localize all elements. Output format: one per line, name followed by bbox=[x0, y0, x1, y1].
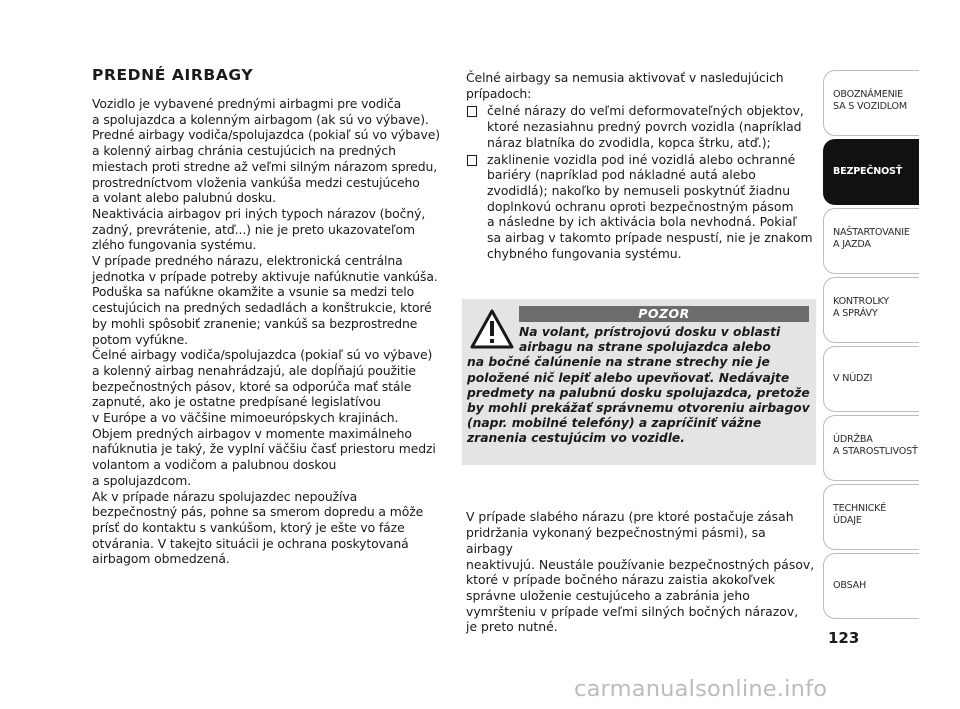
chapter-sidebar bbox=[823, 70, 919, 622]
list-item-text: zaklinenie vozidla pod iné vozidlá alebo ochranné bariéry (napríklad pod nákladné autá alebo zvodidlá); nakoľko by nemuseli poskytnúť žiadnu doplnkovú ochranu oproti bezpečnostným pásom a následne by ich aktivácia bola nevhodná. Pokiaľ sa airbag v takomto prípade nespustí, nie je znakom chybného fungovania systému. bbox=[487, 151, 813, 261]
warning-text-line: airbagu na strane spolujazdca alebo bbox=[519, 340, 771, 355]
warning-text-rest: na bočné čalúnenie na strane strechy nie je položené nič lepiť alebo upevňovať. Nedávajte predmety na palubnú dosku spolujazdca, pretože by mohli prekážať správnemu otvoreniu airbagov (napr. mobilné telefóny) a zapríčiniť vážne zranenia cestujúcim vo vozidle. bbox=[467, 355, 810, 446]
left-body-text: Vozidlo je vybavené prednými airbagmi pre vodiča a spolujazdca a kolenným airbagom (ak sú vo výbave). Predné airbagy vodiča/spolujazdca (pokiaľ sú vo výbave) a kolenný airbag chránia cestujúcich na predných miestach proti stredne až veľmi silným nárazom spredu, prostredníctvom vloženia vankúša medzi cestujúceho a volant alebo palubnú dosku. Neaktivácia airbagov pri iných typoch nárazov (bočný, zadný, prevrátenie, atď...) nie je preto ukazovateľom zlého fungovania systému. V prípade predného nárazu, elektronická centrálna jednotka v prípade potreby aktivuje nafúknutie vankúša. Poduška sa nafúkne okamžite a vsunie sa medzi telo cestujúcich na predných sedadlách a konštrukcie, ktoré by mohli spôsobiť zranenie; vankúš sa bezprostredne potom vyfúkne. Čelné airbagy vodiča/spolujazdca (pokiaľ sú vo výbave) a kolenný airbag nenahrádzajú, ale dopĺňajú použitie bezpečnostných pásov, ktoré sa odporúča mať stále zapnuté, ako je ostatne predpísané legislatívou v Európe a vo väčšine mimoeurópskych krajinách. Objem predných airbagov v momente maximálneho nafúknutia je taký, že vyplní väčšiu časť priestoru medzi volantom a vodičom a palubnou doskou a spolujazdcom. Ak v prípade nárazu spolujazdec nepoužíva bezpečnostný pás, pohne sa smerom dopredu a môže prísť do kontaktu s vankúšom, ktorý je ešte vo fáze otvárania. V takejto situácii je ochrana poskytovaná airbagom obmedzená. bbox=[92, 96, 441, 567]
right-intro-text: Čelné airbagy sa nemusia aktivovať v nasledujúcich prípadoch: bbox=[466, 70, 784, 101]
warning-text-line: Na volant, prístrojovú dosku v oblasti bbox=[519, 325, 781, 339]
bullet-list bbox=[466, 103, 814, 261]
tab-obsah[interactable]: OBSAH bbox=[823, 553, 919, 619]
warning-text bbox=[467, 325, 812, 447]
list-item bbox=[466, 103, 814, 150]
checkbox-bullet-icon bbox=[467, 106, 477, 117]
watermark-text: carmanualsonline.info bbox=[574, 676, 828, 702]
checkbox-bullet-icon bbox=[467, 155, 477, 166]
warning-label: POZOR bbox=[519, 306, 809, 322]
section-title: PREDNÉ AIRBAGY bbox=[92, 66, 254, 84]
tab-oboznamenie[interactable]: OBOZNÁMENIE SA S VOZIDLOM bbox=[823, 70, 919, 136]
tab-udrzba[interactable]: ÚDRŽBA A STAROSTLIVOSŤ bbox=[823, 415, 919, 481]
tab-technicke-udaje[interactable]: TECHNICKÉ ÚDAJE bbox=[823, 484, 919, 550]
left-column bbox=[92, 66, 447, 567]
right-column bbox=[466, 70, 814, 262]
bottom-paragraph: V prípade slabého nárazu (pre ktoré postačuje zásah pridržania vykonaný bezpečnostnými pásmi), sa airbagy neaktivujú. Neustále používanie bezpečnostných pásov, ktoré v prípade bočného nárazu zaistia akokoľvek správne uloženie cestujúceho a zabránia jeho vymršteniu v prípade veľmi silných bočných nárazov, je preto nutné. bbox=[466, 509, 815, 635]
page-number: 123 bbox=[828, 629, 860, 647]
tab-nastartovanie[interactable]: NAŠTARTOVANIE A JAZDA bbox=[823, 208, 919, 274]
tab-bezpecnost[interactable]: BEZPEČNOSŤ bbox=[823, 139, 919, 205]
list-item bbox=[466, 152, 814, 262]
tab-v-nudzi[interactable]: V NÚDZI bbox=[823, 346, 919, 412]
tab-kontrolky[interactable]: KONTROLKY A SPRÁVY bbox=[823, 277, 919, 343]
list-item-text: čelné nárazy do veľmi deformovateľných objektov, ktoré nezasiahnu predný povrch vozidla (napríklad náraz blatníka do zvodidla, kopca štrku, atď.); bbox=[487, 103, 804, 150]
